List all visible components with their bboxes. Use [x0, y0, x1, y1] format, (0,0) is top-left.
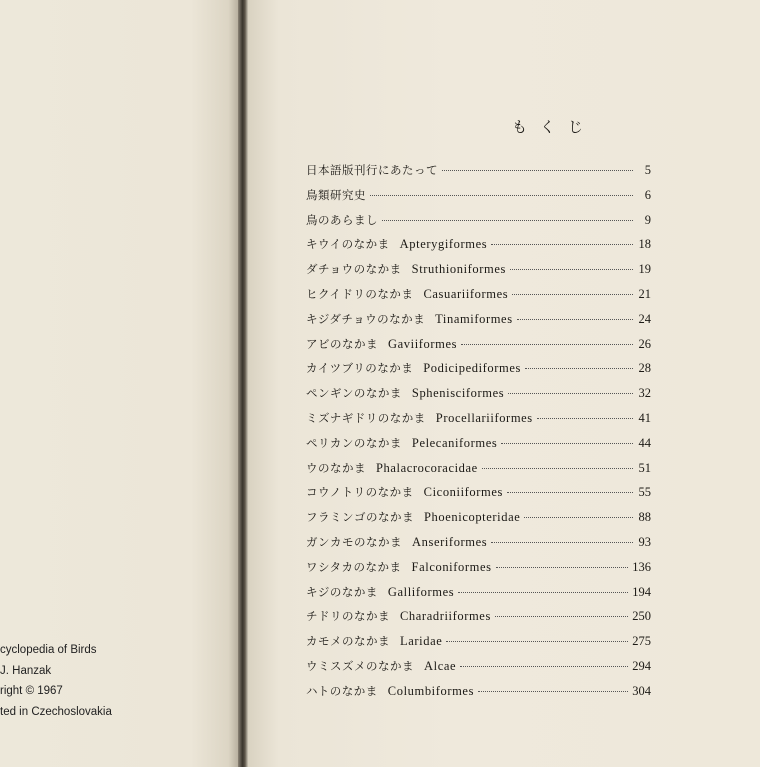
toc-entry-japanese: カイツブリのなかま	[306, 361, 414, 376]
toc-entry-page: 88	[638, 510, 651, 525]
toc-leader	[525, 368, 633, 369]
toc-entry-latin: Anseriformes	[412, 534, 488, 549]
toc-entry-page: 5	[644, 163, 651, 177]
toc-entry	[306, 534, 651, 559]
toc-leader	[478, 691, 628, 692]
toc-entry-page: 41	[638, 410, 651, 425]
toc-entry-japanese: ヒクイドリのなかま	[306, 286, 414, 301]
toc-leader	[537, 418, 633, 419]
colophon-line: right © 1967	[0, 685, 63, 697]
toc-entry-latin: Ciconiiformes	[423, 485, 503, 500]
toc-entry-page: 6	[644, 187, 651, 202]
right-page	[248, 0, 760, 767]
toc-entry-japanese: キジのなかま	[306, 584, 378, 599]
toc-entry-japanese: キジダチョウのなかま	[306, 311, 426, 326]
toc-leader	[461, 344, 633, 345]
toc-leader	[508, 393, 633, 394]
toc-entry-page: 55	[638, 485, 651, 500]
toc-leader	[460, 666, 628, 667]
toc-entry-latin: Falconiformes	[411, 559, 492, 574]
toc-leader	[491, 542, 633, 543]
toc-entry-japanese: 鳥類研究史	[306, 187, 366, 202]
toc-entry-page: 26	[638, 336, 651, 351]
toc-title: もくじ	[511, 118, 596, 136]
toc-entry-page: 275	[632, 634, 651, 649]
toc-entry-page: 24	[638, 311, 651, 326]
toc-entry	[306, 385, 651, 410]
toc-entry-japanese: 日本語版刊行にあたって	[306, 163, 438, 177]
toc-list	[306, 162, 651, 708]
toc-leader	[507, 492, 633, 493]
toc-entry	[306, 311, 651, 336]
toc-entry-page: 9	[644, 212, 651, 227]
toc-entry	[306, 286, 651, 311]
toc-entry-japanese: ミズナギドリのなかま	[306, 410, 426, 425]
toc-leader	[458, 592, 628, 593]
toc-entry-japanese: コウノトリのなかま	[306, 485, 414, 500]
toc-entry-page: 51	[638, 460, 651, 475]
colophon-line: J. Hanzak	[0, 664, 52, 677]
toc-entry-latin: Procellariiformes	[435, 410, 533, 425]
toc-entry-latin: Tinamiformes	[435, 311, 513, 326]
toc-entry-latin: Struthioniformes	[411, 262, 506, 277]
toc-leader	[370, 195, 633, 196]
toc-entry	[306, 683, 651, 708]
toc-entry	[306, 435, 651, 460]
toc-entry-latin: Laridae	[400, 634, 443, 649]
toc-entry-page: 21	[638, 286, 651, 301]
toc-entry-page: 304	[632, 683, 651, 698]
toc-entry	[306, 162, 651, 187]
colophon	[0, 640, 112, 722]
toc-entry-japanese: アビのなかま	[306, 336, 378, 351]
toc-entry-japanese: チドリのなかま	[306, 609, 390, 624]
toc-entry-page: 44	[638, 435, 651, 450]
toc-entry-page: 18	[638, 237, 651, 252]
toc-entry	[306, 658, 651, 683]
toc-leader	[496, 567, 629, 568]
toc-entry-page: 32	[638, 386, 651, 401]
toc-entry-japanese: カモメのなかま	[306, 634, 390, 649]
left-page	[0, 0, 238, 767]
toc-entry-japanese: ペンギンのなかま	[306, 386, 402, 401]
toc-entry	[306, 633, 651, 658]
toc-entry	[306, 584, 651, 609]
toc-entry-page: 194	[632, 584, 651, 599]
toc-entry-japanese: ガンカモのなかま	[306, 534, 402, 549]
toc-entry-japanese: キウイのなかま	[306, 237, 390, 252]
toc-leader	[495, 616, 628, 617]
toc-leader	[442, 170, 633, 171]
toc-entry-page: 19	[638, 262, 651, 277]
toc-entry-page: 28	[638, 361, 651, 376]
toc-entry	[306, 484, 651, 509]
toc-entry-latin: Charadriiformes	[400, 609, 491, 624]
toc-entry	[306, 360, 651, 385]
toc-entry-latin: Alcae	[424, 658, 457, 673]
toc-entry-page: 93	[638, 534, 651, 549]
toc-entry	[306, 559, 651, 584]
toc-entry	[306, 509, 651, 534]
toc-entry	[306, 261, 651, 286]
toc-entry-japanese: ダチョウのなかま	[306, 262, 402, 277]
toc-leader	[510, 269, 633, 270]
toc-entry-latin: Phalacrocoracidae	[376, 460, 478, 475]
toc-leader	[501, 443, 633, 444]
toc-entry-japanese: ハトのなかま	[306, 683, 378, 698]
toc-entry-latin: Phoenicopteridae	[424, 510, 521, 525]
toc-leader	[382, 220, 633, 221]
toc-entry-latin: Apterygiformes	[399, 237, 488, 252]
toc-entry	[306, 336, 651, 361]
toc-leader	[446, 641, 628, 642]
colophon-line: ted in Czechoslovakia	[0, 705, 112, 718]
book-gutter	[238, 0, 248, 767]
toc-entry-japanese: ウのなかま	[306, 460, 366, 475]
toc-entry-latin: Sphenisciformes	[411, 386, 505, 401]
toc-entry-latin: Podicipediformes	[423, 361, 521, 376]
toc-entry-latin: Pelecaniformes	[411, 435, 498, 450]
toc-entry	[306, 212, 651, 237]
toc-entry-page: 136	[632, 559, 651, 574]
toc-entry-page: 294	[632, 658, 651, 673]
toc-entry-japanese: フラミンゴのなかま	[306, 510, 414, 525]
toc-entry	[306, 410, 651, 435]
toc-entry	[306, 460, 651, 485]
toc-entry	[306, 187, 651, 212]
toc-entry-japanese: ウミスズメのなかま	[306, 658, 414, 673]
toc-leader	[512, 294, 633, 295]
toc-entry-page: 250	[632, 609, 651, 624]
toc-entry-latin: Columbiformes	[387, 683, 475, 698]
toc-entry	[306, 608, 651, 633]
toc-entry-japanese: ワシタカのなかま	[306, 559, 402, 574]
toc-entry-japanese: ペリカンのなかま	[306, 435, 402, 450]
toc-leader	[491, 244, 633, 245]
toc-entry-latin: Gaviiformes	[388, 336, 458, 351]
toc-leader	[517, 319, 633, 320]
toc-leader	[482, 468, 633, 469]
toc-entry	[306, 236, 651, 261]
toc-entry-latin: Casuariiformes	[423, 286, 509, 301]
toc-entry-latin: Galliformes	[387, 584, 455, 599]
toc-entry-japanese: 鳥のあらまし	[306, 212, 378, 227]
toc-leader	[524, 517, 633, 518]
colophon-line: cyclopedia of Birds	[0, 644, 97, 656]
